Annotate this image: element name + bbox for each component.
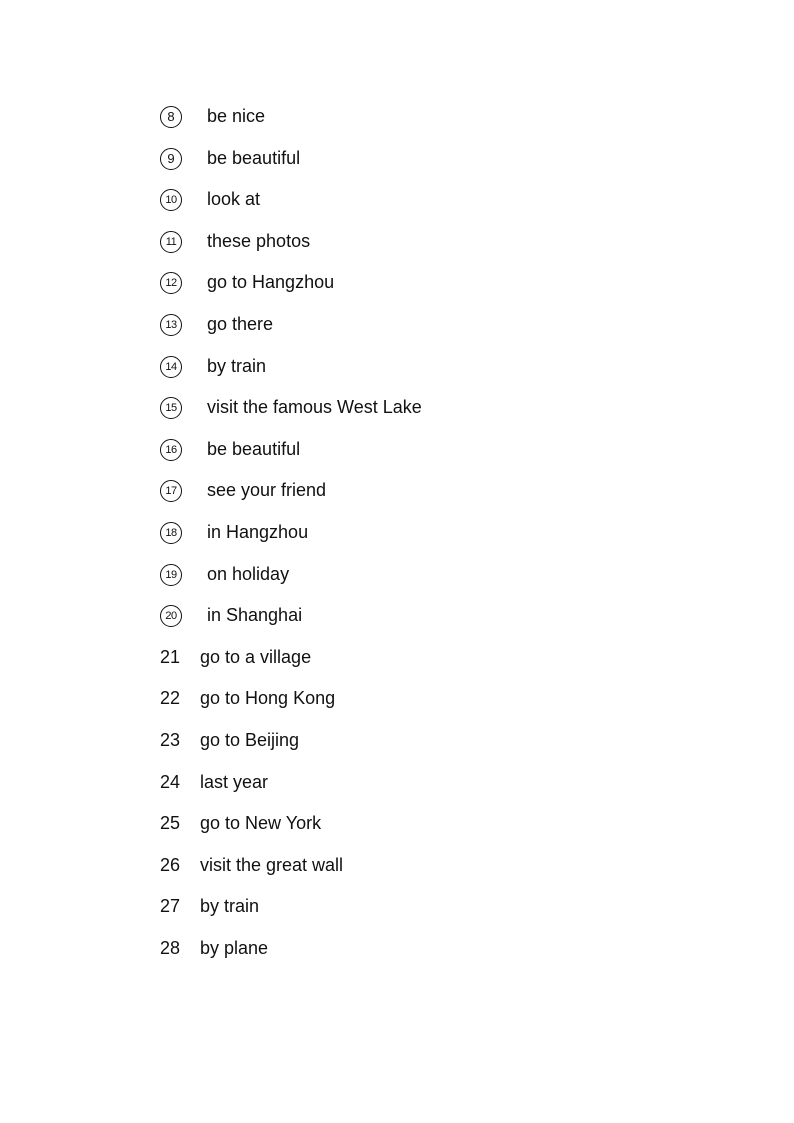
phrase-text: last year xyxy=(200,771,269,792)
item-number: 25 xyxy=(160,813,181,834)
circled-number: 14 xyxy=(160,356,182,378)
list-item xyxy=(0,595,794,637)
list-item xyxy=(0,138,794,180)
phrase-text: be beautiful xyxy=(207,147,301,168)
circled-number: 8 xyxy=(160,106,182,128)
phrase-text: go to Hong Kong xyxy=(200,688,336,709)
phrase-text: be beautiful xyxy=(207,438,301,459)
list-item xyxy=(0,179,794,221)
phrase-text: be nice xyxy=(207,106,266,126)
phrase-text: by plane xyxy=(200,937,269,958)
phrase-text: in Shanghai xyxy=(207,605,303,626)
phrase-text: look at xyxy=(207,189,261,210)
list-item xyxy=(0,262,794,304)
item-number: 23 xyxy=(160,729,181,750)
phrase-text: by train xyxy=(200,896,260,917)
phrase-text: visit the great wall xyxy=(200,854,344,875)
list-item xyxy=(0,512,794,554)
circled-number: 20 xyxy=(160,605,182,627)
list-item xyxy=(0,470,794,512)
list-item xyxy=(0,886,794,928)
list-item xyxy=(0,803,794,845)
item-number: 26 xyxy=(160,854,181,875)
circled-number: 9 xyxy=(160,148,182,170)
circled-number: 19 xyxy=(160,564,182,586)
circled-number: 12 xyxy=(160,272,182,294)
circled-number: 13 xyxy=(160,314,182,336)
phrase-text: visit the famous West Lake xyxy=(207,397,422,418)
phrase-text: go to Hangzhou xyxy=(207,272,335,293)
item-number: 27 xyxy=(160,896,181,917)
list-item xyxy=(0,637,794,679)
item-number: 28 xyxy=(160,937,181,958)
item-number: 22 xyxy=(160,688,181,709)
list-item xyxy=(0,221,794,263)
list-item xyxy=(0,554,794,596)
list-item xyxy=(0,96,794,138)
circled-number: 10 xyxy=(160,189,182,211)
phrase-text: by train xyxy=(207,355,267,376)
list-item xyxy=(0,678,794,720)
phrase-text: go to New York xyxy=(200,813,322,834)
list-item xyxy=(0,346,794,388)
phrase-text: go to a village xyxy=(200,646,312,667)
list-item xyxy=(0,304,794,346)
phrase-text: go there xyxy=(207,313,274,334)
circled-number: 16 xyxy=(160,439,182,461)
list-item xyxy=(0,429,794,471)
list-item xyxy=(0,762,794,804)
circled-number: 15 xyxy=(160,397,182,419)
circled-number: 11 xyxy=(160,231,182,253)
phrase-text: see your friend xyxy=(207,480,327,501)
list-item xyxy=(0,387,794,429)
item-number: 24 xyxy=(160,771,181,792)
circled-number: 17 xyxy=(160,480,182,502)
phrase-text: on holiday xyxy=(207,563,290,584)
item-number: 21 xyxy=(160,646,181,667)
phrase-text: go to Beijing xyxy=(200,729,300,750)
phrase-text: in Hangzhou xyxy=(207,521,309,542)
list-item xyxy=(0,720,794,762)
phrase-text: these photos xyxy=(207,230,311,251)
list-item xyxy=(0,928,794,970)
list-item xyxy=(0,845,794,887)
circled-number: 18 xyxy=(160,522,182,544)
phrase-list xyxy=(0,96,794,969)
